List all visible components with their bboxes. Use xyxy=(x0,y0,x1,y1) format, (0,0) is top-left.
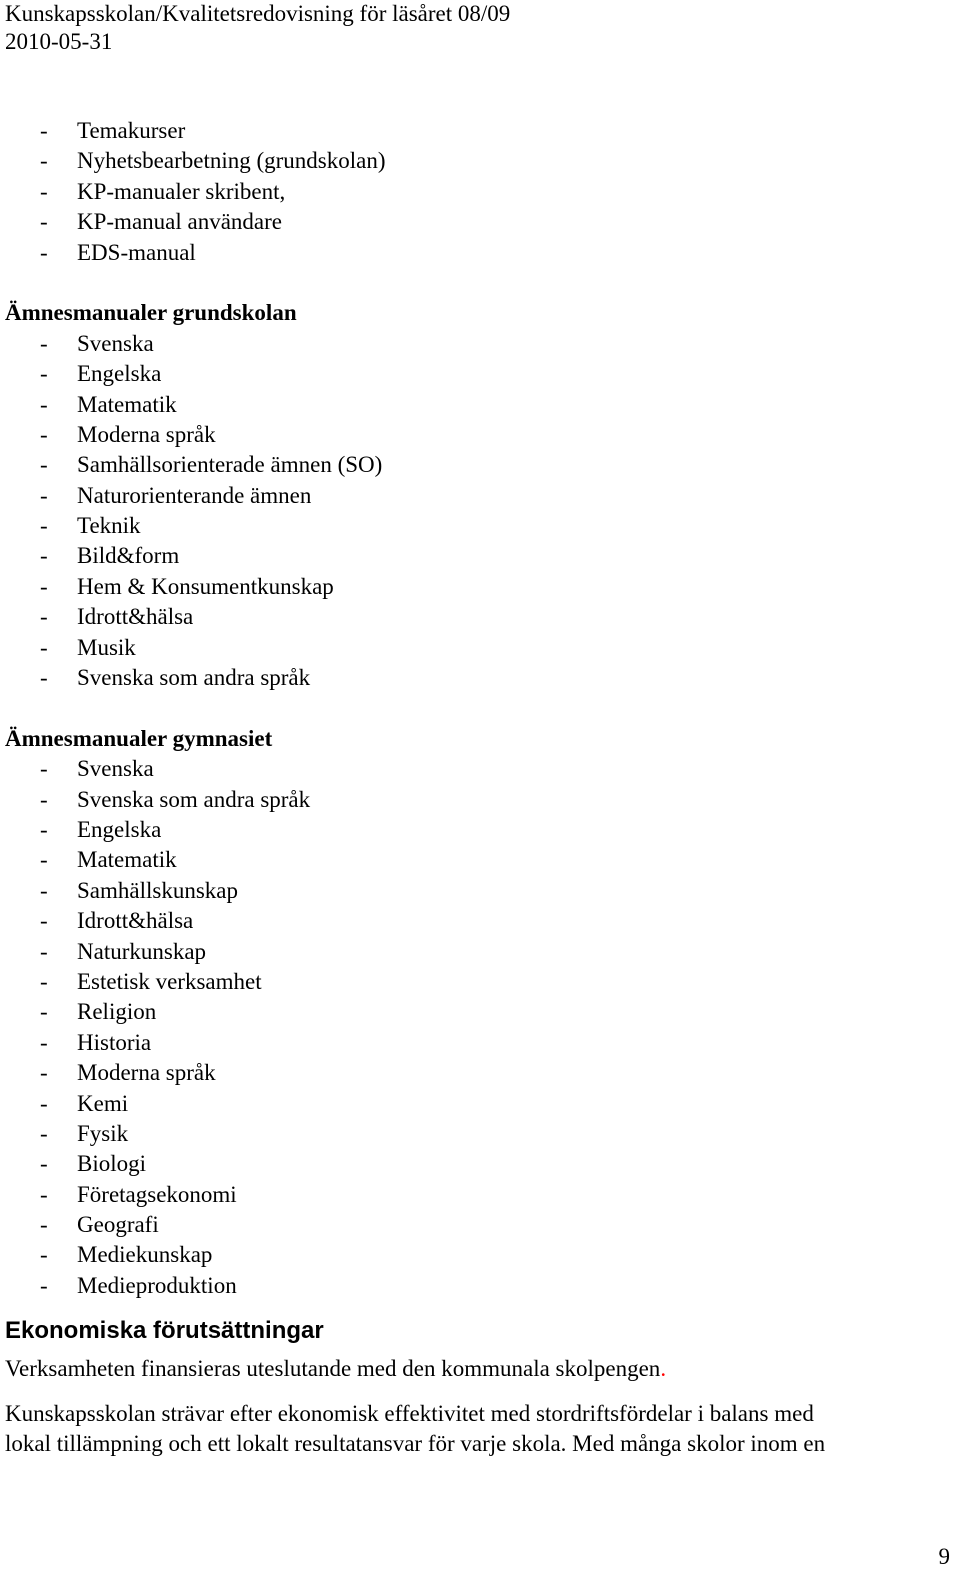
grundskolan-heading: Ämnesmanualer grundskolan xyxy=(5,300,297,326)
list-item-text: Teknik xyxy=(77,513,141,539)
paragraph-efficiency-line-1: Kunskapsskolan strävar efter ekonomisk effektivitet med stordriftsfördelar i balans med xyxy=(5,1400,814,1426)
list-item xyxy=(5,1180,950,1210)
page-content xyxy=(5,116,950,1459)
list-dash: - xyxy=(40,1181,48,1207)
list-dash: - xyxy=(40,573,48,599)
list-item-text: Svenska xyxy=(77,756,154,782)
list-item-text: Biologi xyxy=(77,1151,147,1177)
list-item xyxy=(5,481,950,511)
list-item xyxy=(5,329,950,359)
list-item-text: Engelska xyxy=(77,816,162,842)
list-item-text: KP-manual användare xyxy=(77,209,283,235)
list-item xyxy=(5,238,950,268)
list-dash: - xyxy=(40,1029,48,1055)
list-dash: - xyxy=(40,1212,48,1238)
list-item xyxy=(5,146,950,176)
list-item xyxy=(5,785,950,815)
list-item xyxy=(5,967,950,997)
list-item xyxy=(5,450,950,480)
list-item xyxy=(5,541,950,571)
list-dash: - xyxy=(40,421,48,447)
list-item-text: Bild&form xyxy=(77,543,180,569)
list-item-text: Estetisk verksamhet xyxy=(77,968,262,994)
list-item-text: Geografi xyxy=(77,1212,159,1238)
list-dash: - xyxy=(40,816,48,842)
list-dash: - xyxy=(40,1060,48,1086)
list-item-text: Idrott&hälsa xyxy=(77,604,194,630)
list-item-text: Kemi xyxy=(77,1090,129,1116)
list-item xyxy=(5,754,950,784)
list-dash: - xyxy=(40,148,48,174)
list-item xyxy=(5,663,950,693)
list-item-text: Samhällsorienterade ämnen (SO) xyxy=(77,452,383,478)
list-dash: - xyxy=(40,1151,48,1177)
list-dash: - xyxy=(40,543,48,569)
list-item xyxy=(5,937,950,967)
list-item-text: Fysik xyxy=(77,1120,129,1146)
list-item xyxy=(5,572,950,602)
list-dash: - xyxy=(40,391,48,417)
list-item xyxy=(5,602,950,632)
list-item-text: Nyhetsbearbetning (grundskolan) xyxy=(77,148,386,174)
list-dash: - xyxy=(40,361,48,387)
list-item-text: Mediekunskap xyxy=(77,1242,213,1268)
list-dash: - xyxy=(40,118,48,143)
list-item xyxy=(5,1119,950,1149)
list-item xyxy=(5,1058,950,1088)
page-number: 9 xyxy=(938,1544,950,1569)
list-item xyxy=(5,1089,950,1119)
list-item-text: Religion xyxy=(77,999,157,1025)
list-dash: - xyxy=(40,756,48,782)
paragraph-efficiency-line-2: lokal tillämpning och ett lokalt resultatansvar för varje skola. Med många skolor inom en xyxy=(5,1431,826,1457)
list-item-text: Svenska xyxy=(77,330,154,356)
list-dash: - xyxy=(40,908,48,934)
list-item-text: Matematik xyxy=(77,847,177,873)
list-dash: - xyxy=(40,513,48,539)
list-dash: - xyxy=(40,330,48,356)
list-dash: - xyxy=(40,847,48,873)
list-dash: - xyxy=(40,452,48,478)
header-title: Kunskapsskolan/Kvalitetsredovisning för läsåret 08/09 xyxy=(5,1,511,26)
list-dash: - xyxy=(40,1120,48,1146)
list-item-text: Moderna språk xyxy=(77,421,216,447)
list-dash: - xyxy=(40,1090,48,1116)
list-item xyxy=(5,845,950,875)
list-item-text: Naturkunskap xyxy=(77,938,207,964)
paragraph-efficiency xyxy=(5,1399,950,1460)
list-item xyxy=(5,1028,950,1058)
list-dash: - xyxy=(40,1272,48,1298)
paragraph-financing-period: . xyxy=(660,1356,667,1382)
list-item xyxy=(5,876,950,906)
list-dash: - xyxy=(40,877,48,903)
list-item-text: Samhällskunskap xyxy=(77,877,238,903)
list-item-text: Företagsekonomi xyxy=(77,1181,237,1207)
list-item-text: Engelska xyxy=(77,361,162,387)
list-item xyxy=(5,177,950,207)
list-item xyxy=(5,633,950,663)
list-item xyxy=(5,1240,950,1270)
list-item xyxy=(5,420,950,450)
list-dash: - xyxy=(40,938,48,964)
list-item-text: Temakurser xyxy=(77,118,186,143)
list-item xyxy=(5,511,950,541)
list-item-text: EDS-manual xyxy=(77,239,196,265)
page-header xyxy=(5,0,510,56)
list-item xyxy=(5,906,950,936)
list-item xyxy=(5,207,950,237)
list-item xyxy=(5,815,950,845)
intro-list xyxy=(5,116,950,268)
list-item xyxy=(5,997,950,1027)
list-dash: - xyxy=(40,239,48,265)
list-item xyxy=(5,1210,950,1240)
list-item-text: Historia xyxy=(77,1029,152,1055)
list-item-text: Naturorienterande ämnen xyxy=(77,482,312,508)
list-item-text: Hem & Konsumentkunskap xyxy=(77,573,334,599)
header-date: 2010-05-31 xyxy=(5,29,113,54)
gymnasiet-list xyxy=(5,754,950,1301)
list-item-text: Matematik xyxy=(77,391,177,417)
paragraph-financing-text: Verksamheten finansieras uteslutande med den kommunala skolpengen xyxy=(5,1356,661,1382)
grundskolan-list xyxy=(5,329,950,694)
list-dash: - xyxy=(40,178,48,204)
list-dash: - xyxy=(40,786,48,812)
list-item-text: Moderna språk xyxy=(77,1060,216,1086)
gymnasiet-heading: Ämnesmanualer gymnasiet xyxy=(5,725,273,751)
paragraph-financing xyxy=(5,1354,950,1384)
list-dash: - xyxy=(40,968,48,994)
list-dash: - xyxy=(40,482,48,508)
section-heading-ekonomi: Ekonomiska förutsättningar xyxy=(5,1317,324,1345)
list-item-text: Medieproduktion xyxy=(77,1272,237,1298)
list-dash: - xyxy=(40,999,48,1025)
list-dash: - xyxy=(40,634,48,660)
list-dash: - xyxy=(40,209,48,235)
list-item xyxy=(5,1271,950,1301)
list-item-text: Musik xyxy=(77,634,136,660)
list-dash: - xyxy=(40,604,48,630)
list-item-text: Idrott&hälsa xyxy=(77,908,194,934)
list-item xyxy=(5,359,950,389)
list-item-text: KP-manualer skribent, xyxy=(77,178,286,204)
list-dash: - xyxy=(40,1242,48,1268)
list-item xyxy=(5,390,950,420)
list-dash: - xyxy=(40,665,48,691)
list-item xyxy=(5,116,950,146)
list-item xyxy=(5,1149,950,1179)
list-item-text: Svenska som andra språk xyxy=(77,665,311,691)
list-item-text: Svenska som andra språk xyxy=(77,786,311,812)
